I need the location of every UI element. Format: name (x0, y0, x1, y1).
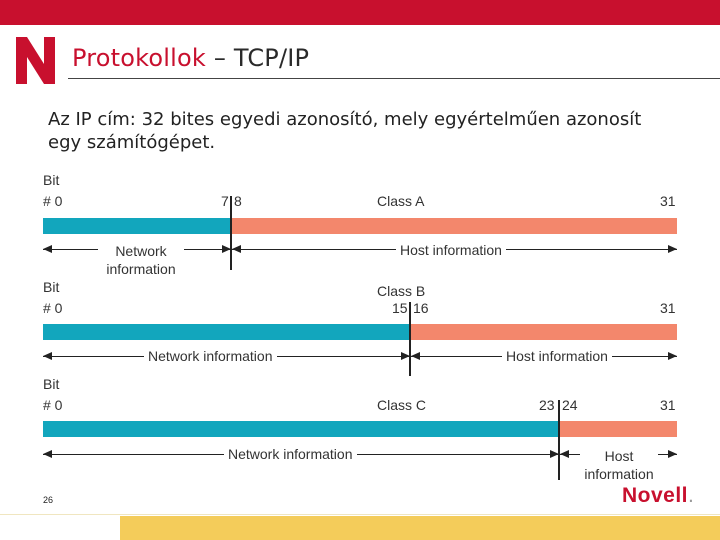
class-name-b: Class B (377, 283, 426, 299)
brand-dot: . (688, 484, 695, 507)
novell-n-logo-icon (12, 34, 58, 86)
network-label-a: Network information (98, 242, 184, 278)
start-bit-c: # 0 (43, 397, 63, 413)
split-left-bit-c: 23 (539, 397, 555, 413)
arrow-right-icon (550, 450, 559, 458)
split-marker-c (558, 400, 560, 480)
split-marker-b (409, 302, 411, 376)
arrow-left-icon (43, 450, 52, 458)
start-bit-a: # 0 (43, 193, 63, 209)
subtitle-text: Az IP cím: 32 bites egyedi azonosító, mely egyértelműen azonosít egy számítógépet. (48, 109, 642, 153)
end-bit-b: 31 (660, 300, 676, 316)
novell-logo (622, 484, 694, 508)
host-label-a: Host information (396, 242, 506, 258)
host-segment-a (231, 218, 677, 234)
end-bit-a: 31 (660, 193, 676, 209)
page-number: 26 (43, 495, 54, 505)
split-left-bit-a: 7 (221, 193, 229, 209)
title-accent: Protokollok (72, 44, 207, 72)
split-right-bit-c: 24 (562, 397, 578, 413)
bit-label-c: Bit (43, 376, 60, 392)
page-title (72, 44, 309, 72)
host-label-c: Host information (580, 447, 658, 483)
host-segment-b (410, 324, 677, 340)
host-segment-c (559, 421, 677, 437)
split-right-bit-b: 16 (413, 300, 429, 316)
footer-strip (120, 516, 720, 540)
class-name-a: Class A (377, 193, 425, 209)
footer-divider (0, 514, 720, 515)
brand-name: Novell (622, 484, 689, 507)
arrow-left-icon (43, 352, 52, 360)
bit-label-b: Bit (43, 279, 60, 295)
top-bar (0, 0, 720, 25)
arrow-left-icon (560, 450, 569, 458)
arrow-right-icon (668, 450, 677, 458)
network-label-b: Network information (144, 348, 277, 364)
network-label-c: Network information (224, 446, 357, 462)
host-label-b: Host information (502, 348, 612, 364)
arrow-right-icon (668, 352, 677, 360)
split-left-bit-b: 15 (392, 300, 408, 316)
arrow-left-icon (43, 245, 52, 253)
arrow-right-icon (222, 245, 231, 253)
arrow-left-icon (411, 352, 420, 360)
arrow-left-icon (232, 245, 241, 253)
title-rest: – TCP/IP (206, 44, 310, 72)
network-segment-b (43, 324, 410, 340)
arrow-right-icon (668, 245, 677, 253)
arrow-right-icon (401, 352, 410, 360)
class-name-c: Class C (377, 397, 427, 413)
end-bit-c: 31 (660, 397, 676, 413)
title-divider (68, 78, 720, 79)
bit-label-a: Bit (43, 172, 60, 188)
start-bit-b: # 0 (43, 300, 63, 316)
network-segment-c (43, 421, 559, 437)
network-segment-a (43, 218, 231, 234)
split-marker-a (230, 196, 232, 270)
split-right-bit-a: 8 (234, 193, 242, 209)
